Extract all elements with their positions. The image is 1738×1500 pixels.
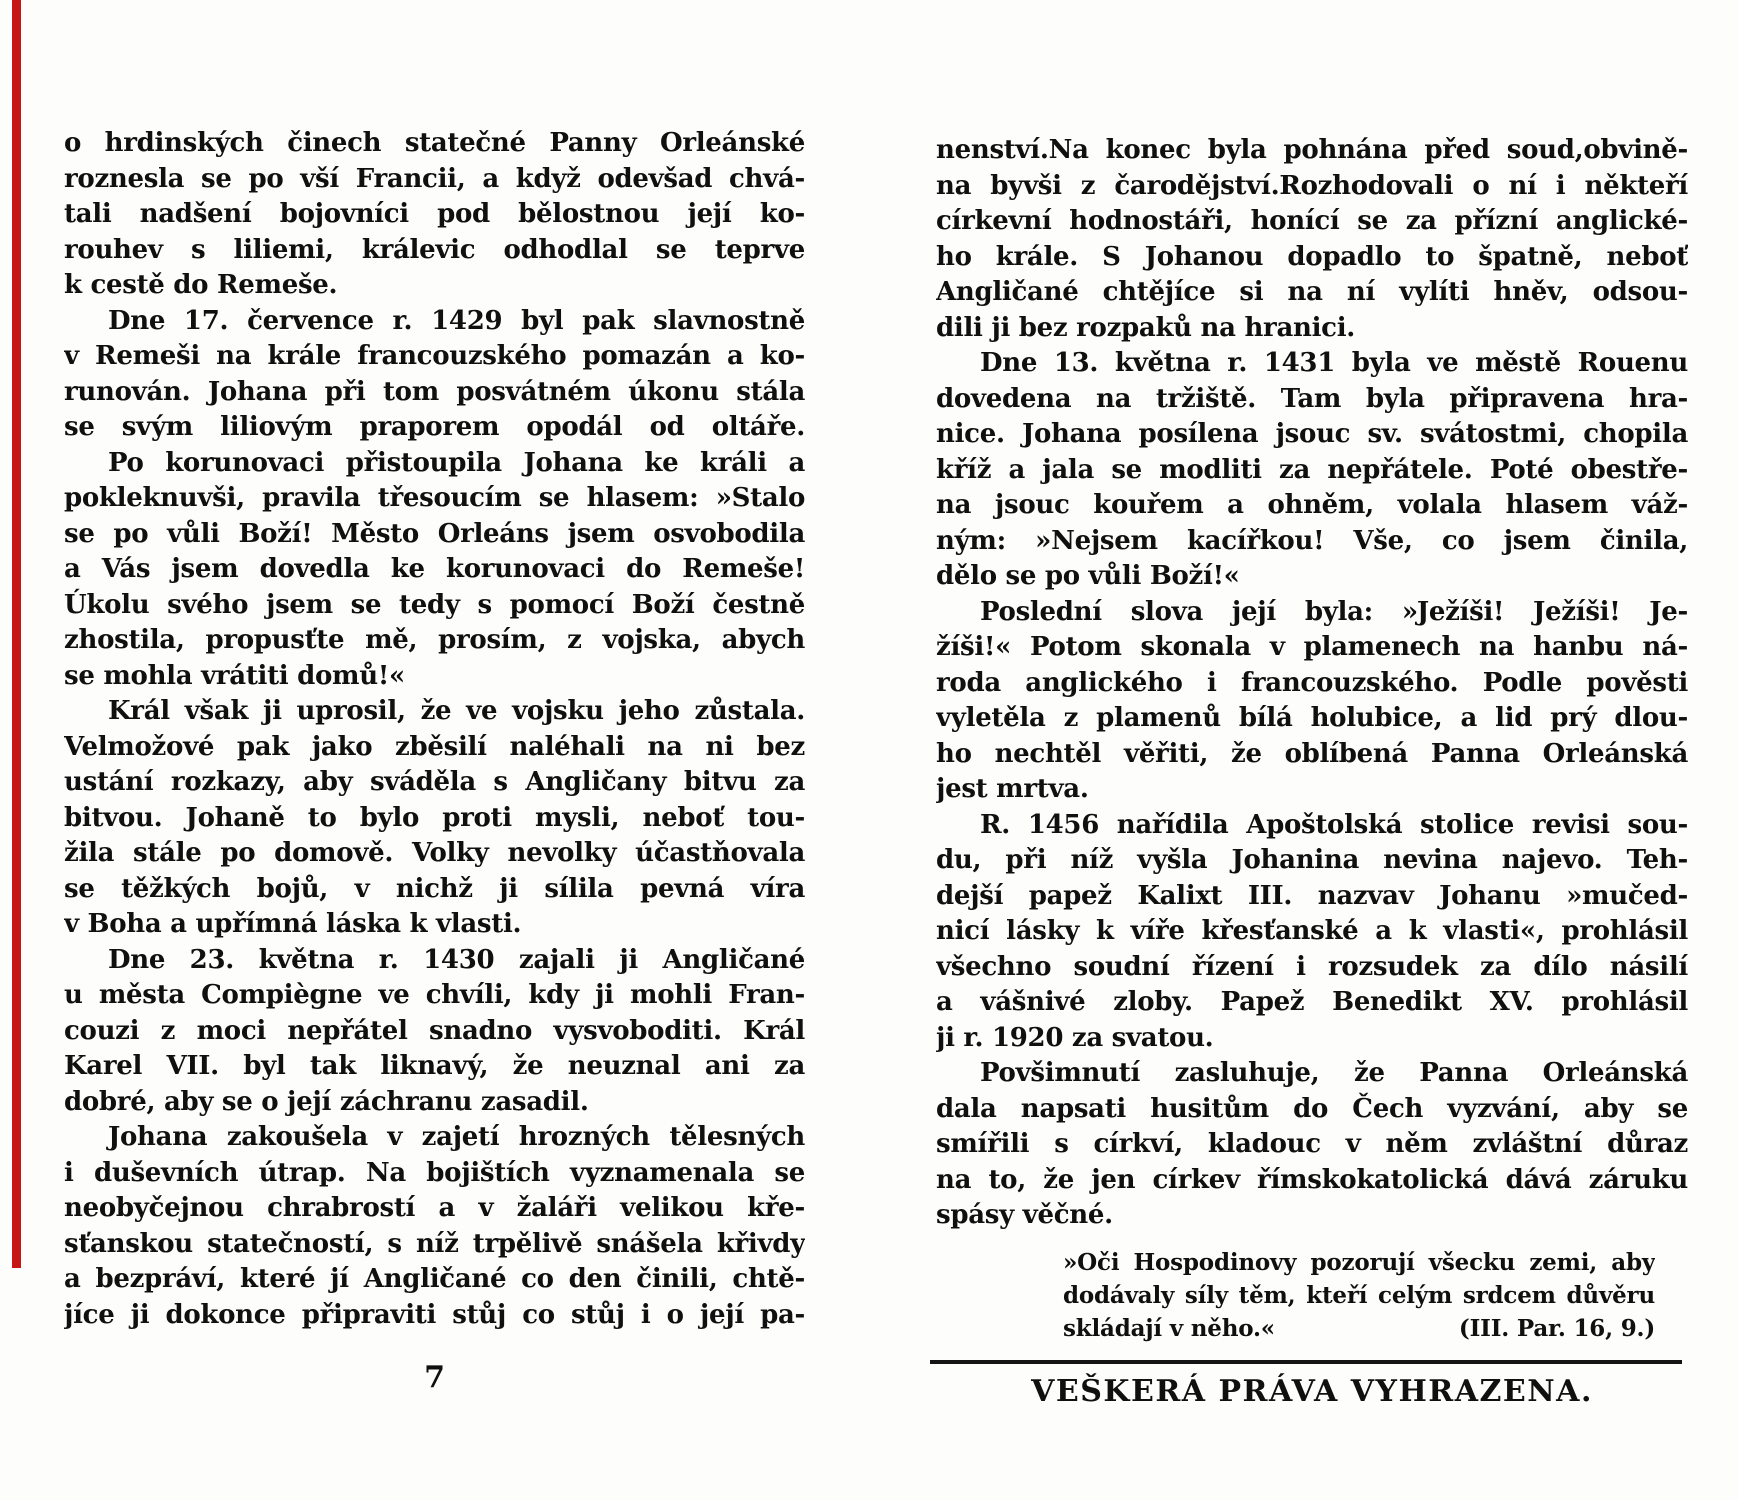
text-line: Velmožové pak jako zběsilí naléhali na ni bez (64, 731, 805, 762)
text-line: »Oči Hospodinovy pozorují všecku zemi, aby (1063, 1249, 1655, 1276)
text-line: couzi z moci nepřátel snadno vysvoboditi. Král (64, 1015, 805, 1046)
text-line: tali nadšení bojovníci pod bělostnou její ko- (64, 199, 805, 229)
text-line: a bezpráví, které jí Angličané co den činili, chtě- (64, 1264, 805, 1294)
bible-quote-citation: (III. Par. 16, 9.) (1458, 1315, 1655, 1342)
text-line: runován. Johana při tom posvátném úkonu stála (64, 376, 805, 407)
text-line: se po vůli Boží! Město Orleáns jsem osvobodila (64, 518, 805, 549)
text-line: Dne 17. července r. 1429 byl pak slavnostně (108, 305, 805, 336)
text-line: u města Compiègne ve chvíli, kdy ji mohli Fran- (64, 980, 805, 1010)
text-line: i duševních útrap. Na bojištích vyznamenala se (64, 1157, 805, 1188)
bible-quote-last-line (1063, 1312, 1655, 1345)
text-line: ho krále. S Johanou dopadlo to špatně, neboť (936, 241, 1688, 272)
text-line: vyletěla z plamenů bílá holubice, a lid prý dlou- (936, 703, 1688, 733)
text-line: jíce ji dokonce připraviti stůj co stůj i o její pa- (64, 1299, 805, 1330)
bible-quote-closing: skládají v něho.« (1063, 1315, 1275, 1342)
text-line: ustání rozkazy, aby sváděla s Angličany bitvu za (64, 767, 805, 797)
text-line: a vášnivé zloby. Papež Benedikt XV. prohlásil (936, 987, 1688, 1017)
divider-rule (930, 1360, 1682, 1364)
text-line: spásy věčné. (936, 1200, 1113, 1230)
bible-quote-lines (1063, 1246, 1655, 1312)
text-line: na to, že jen církev římskokatolická dává záruku (936, 1164, 1688, 1195)
text-line: Povšimnutí zasluhuje, že Panna Orleánská (980, 1058, 1688, 1088)
text-line: všechno soudní řízení i rozsudek za dílo násilí (936, 951, 1688, 982)
bible-quote (1063, 1246, 1655, 1345)
text-line: bitvou. Johaně to bylo proti mysli, neboť tou- (64, 802, 805, 833)
text-line: ji r. 1920 za svatou. (936, 1022, 1214, 1053)
left-page-text (64, 126, 805, 1333)
text-line: dovedena na tržiště. Tam byla připravena hra- (936, 383, 1688, 414)
text-line: v Remeši na krále francouzského pomazán a ko- (64, 341, 805, 371)
text-line: neobyčejnou chrabrostí a v žaláři velikou kře- (64, 1193, 805, 1223)
text-line: dili ji bez rozpaků na hranici. (936, 312, 1356, 343)
text-line: nicí lásky k víře křesťanské a k vlasti«, prohlásil (936, 916, 1688, 946)
text-line: o hrdinských činech statečné Panny Orleánské (64, 128, 805, 158)
text-line: dejší papež Kalixt III. nazvav Johanu »mučed- (936, 880, 1688, 911)
text-line: na jsouc kouřem a ohněm, volala hlasem váž- (936, 490, 1688, 520)
text-line: sťanskou statečností, s níž trpělivě snášela křivdy (64, 1228, 805, 1259)
text-line: roda anglického i francouzského. Podle pověsti (936, 667, 1688, 698)
text-line: dodávaly síly těm, kteří celým srdcem důvěru (1063, 1282, 1655, 1309)
text-line: dělo se po vůli Boží!« (936, 561, 1240, 591)
text-line: jest mrtva. (936, 774, 1089, 804)
text-line: Johana zakoušela v zajetí hrozných tělesných (108, 1122, 805, 1152)
text-line: nenství.Na konec byla pohnána před soud,obvině- (936, 135, 1688, 165)
text-line: nice. Johana posílena jsouc sv. svátostmi, chopila (936, 419, 1688, 449)
text-line: církevní hodnostáři, honící se za přízní anglické- (936, 206, 1688, 236)
text-line: se mohla vrátiti domů!« (64, 660, 405, 691)
text-line: Karel VII. byl tak liknavý, že neuznal ani za (64, 1051, 805, 1081)
text-line: a Vás jsem dovedla ke korunovaci do Remeše! (64, 554, 805, 584)
red-margin-line (12, 0, 21, 1268)
text-line: R. 1456 nařídila Apoštolská stolice revisi sou- (980, 809, 1688, 840)
text-line: žíši!« Potom skonala v plamenech na hanbu ná- (936, 632, 1688, 662)
text-line: se svým liliovým praporem opodál od oltáře. (64, 412, 805, 442)
right-page-text (936, 133, 1688, 1234)
text-line: Dne 23. května r. 1430 zajali ji Angličané (108, 944, 805, 975)
text-line: smířili s církví, kladouc v něm zvláštní důraz (936, 1129, 1688, 1159)
text-line: Úkolu svého jsem se tedy s pomocí Boží čestně (64, 589, 805, 620)
text-line: ným: »Nejsem kacířkou! Vše, co jsem činila, (936, 525, 1688, 556)
text-line: roznesla se po vší Francii, a když odevšad chvá- (64, 163, 805, 194)
page-number: 7 (424, 1360, 445, 1395)
text-line: zhostila, propusťte mě, prosím, z vojska, abych (64, 625, 805, 655)
text-line: na byvši z čarodějství.Rozhodovali o ní i někteří (936, 170, 1688, 201)
text-line: k cestě do Remeše. (64, 270, 338, 300)
text-line: rouhev s liliemi, králevic odhodlal se teprve (64, 234, 805, 265)
text-line: Po korunovaci přistoupila Johana ke králi a (108, 447, 805, 478)
text-line: ho nechtěl věřiti, že oblíbená Panna Orleánská (936, 738, 1688, 769)
text-line: du, při níž vyšla Johanina nevina najevo. Teh- (936, 845, 1688, 875)
text-line: Angličané chtějíce si na ní vylíti hněv, odsou- (936, 277, 1688, 307)
text-line: kříž a jala se modliti za nepřátele. Poté obestře- (936, 454, 1688, 485)
text-line: pokleknuvši, pravila třesoucím se hlasem: »Stalo (64, 483, 805, 513)
text-line: dobré, aby se o její záchranu zasadil. (64, 1086, 589, 1117)
text-line: Poslední slova její byla: »Ježíši! Ježíši! Je- (980, 596, 1688, 627)
rights-notice: VEŠKERÁ PRÁVA VYHRAZENA. (1031, 1374, 1593, 1409)
text-line: Král však ji uprosil, že ve vojsku jeho zůstala. (108, 696, 805, 726)
text-line: Dne 13. května r. 1431 byla ve městě Rouenu (980, 348, 1688, 378)
text-line: žila stále po domově. Volky nevolky účastňovala (64, 838, 805, 868)
text-line: v Boha a upřímná láska k vlasti. (64, 909, 522, 939)
text-line: dala napsati husitům do Čech vyzvání, aby se (936, 1093, 1688, 1124)
text-line: se těžkých bojů, v nichž ji sílila pevná víra (64, 873, 805, 904)
